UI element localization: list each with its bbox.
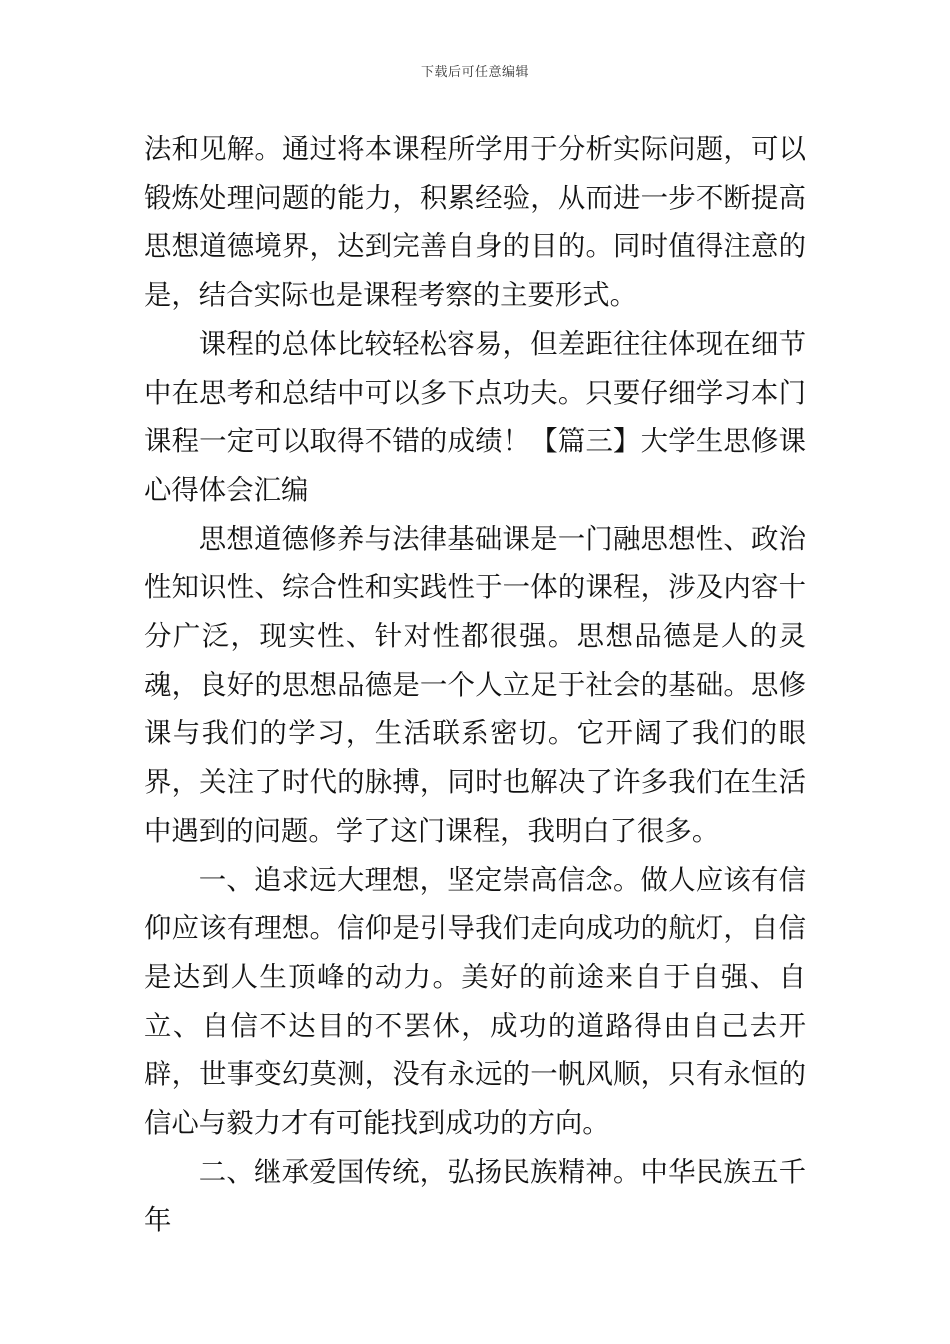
paragraph-4: 一、追求远大理想，坚定崇高信念。做人应该有信仰应该有理想。信仰是引导我们走向成功的航灯，自信是达到人生顶峰的动力。美好的前途来自于自强、自立、自信不达目的不罢休，成功的道路得由自己去开辟，世事变幻莫测，没有永远的一帆风顺，只有永恒的信心与毅力才有可能找到成功的方向。 bbox=[144, 864, 806, 1140]
paragraph-2: 课程的总体比较轻松容易，但差距往往体现在细节中在思考和总结中可以多下点功夫。只要仔细学习本门课程一定可以取得不错的成绩！【篇三】大学生思修课心得体会汇编 bbox=[144, 328, 806, 506]
paragraph-3: 思想道德修养与法律基础课是一门融思想性、政治性知识性、综合性和实践性于一体的课程，涉及内容十分广泛，现实性、针对性都很强。思想品德是人的灵魂，良好的思想品德是一个人立足于社会的基础。思修课与我们的学习，生活联系密切。它开阔了我们的眼界，关注了时代的脉搏，同时也解决了许多我们在生活中遇到的问题。学了这门课程，我明白了很多。 bbox=[144, 523, 806, 847]
page-header: 下载后可任意编辑 bbox=[420, 65, 529, 80]
paragraph-1: 法和见解。通过将本课程所学用于分析实际问题，可以锻炼处理问题的能力，积累经验，从而进一步不断提高思想道德境界，达到完善自身的目的。同时值得注意的是，结合实际也是课程考察的主要形式。 bbox=[144, 134, 806, 312]
document-body bbox=[144, 126, 806, 1246]
paragraph-5: 二、继承爱国传统，弘扬民族精神。中华民族五千年 bbox=[144, 1156, 806, 1237]
